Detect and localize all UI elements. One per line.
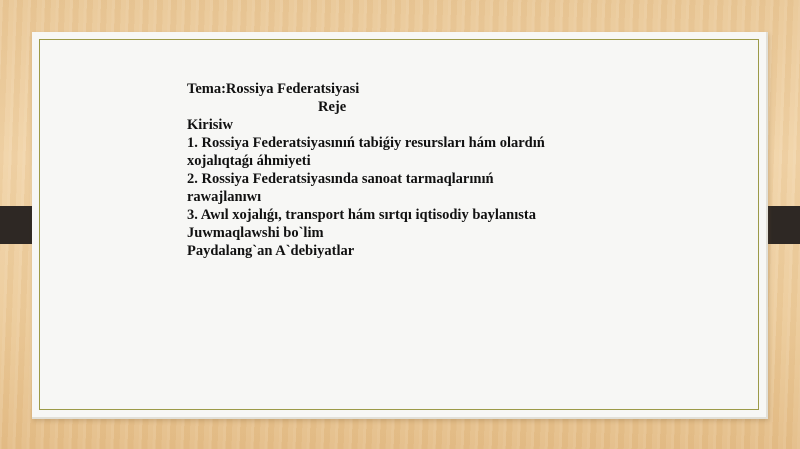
plan-item-1-line-2: xojalıqtaǵı áhmiyeti [187, 153, 311, 169]
plan-item-conclusion: Juwmaqlawshi bo`lim [187, 225, 324, 241]
plan-item-1-line-1: 1. Rossiya Federatsiyasınıń tabiǵiy resursları hám olardıń [187, 135, 545, 151]
plan-item-2-line-1: 2. Rossiya Federatsiyasında sanoat tarmaqlarınıń [187, 171, 494, 187]
topic-title: Tema:Rossiya Federatsiyasi [187, 81, 360, 97]
slide-text-block [187, 80, 607, 260]
plan-heading: Reje [318, 99, 347, 115]
plan-item-3: 3. Awıl xojalıǵı, transport hám sırtqı iqtisodiy baylanısta [187, 207, 536, 223]
plan-item-references: Paydalang`an A`debiyatlar [187, 243, 355, 259]
plan-item-introduction: Kirisiw [187, 117, 233, 133]
plan-item-2-line-2: rawajlanıwı [187, 189, 262, 205]
